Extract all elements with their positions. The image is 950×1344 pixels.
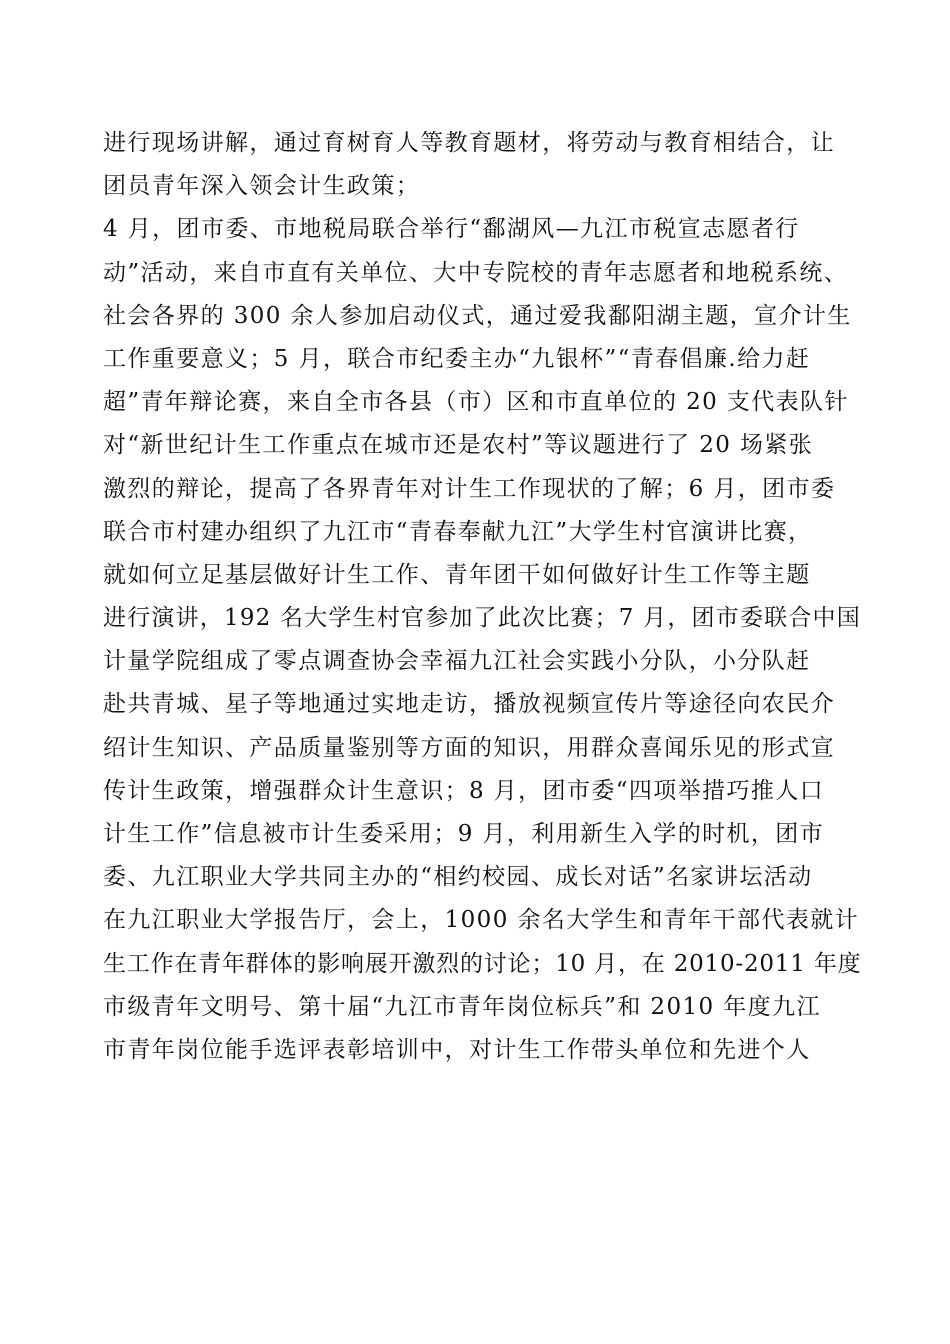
- text-line: 计量学院组成了零点调查协会幸福九江社会实践小分队，小分队赶: [103, 648, 811, 675]
- text-line: 进行演讲，192 名大学生村官参加了此次比赛；7 月，团市委联合中国: [103, 605, 861, 632]
- text-line: 绍计生知识、产品质量鉴别等方面的知识，用群众喜闻乐见的形式宣: [103, 734, 835, 761]
- text-line: 激烈的辩论，提高了各界青年对计生工作现状的了解；6 月，团市委: [103, 475, 836, 502]
- text-line: 就如何立足基层做好计生工作、青年团干如何做好计生工作等主题: [103, 561, 811, 588]
- text-line: 传计生政策，增强群众计生意识；8 月，团市委“四项举措巧推人口: [103, 777, 825, 804]
- body-text: [103, 122, 863, 1072]
- text-line: 在九江职业大学报告厅，会上，1000 余名大学生和青年干部代表就计: [103, 907, 860, 934]
- text-line: 社会各界的 300 余人参加启动仪式，通过爱我鄱阳湖主题，宣介计生: [103, 302, 852, 329]
- text-line: 进行现场讲解，通过育树育人等教育题材，将劳动与教育相结合，让: [103, 130, 835, 156]
- text-line: 市级青年文明号、第十届“九江市青年岗位标兵”和 2010 年度九江: [103, 993, 821, 1020]
- text-line: 委、九江职业大学共同主办的“相约校园、成长对话”名家讲坛活动: [103, 864, 813, 891]
- text-line: 计生工作”信息被市计生委采用；9 月，利用新生入学的时机，团市: [103, 821, 825, 847]
- text-line: 团员青年深入领会计生政策；: [103, 173, 421, 200]
- text-line: 动”活动，来自市直有关单位、大中专院校的青年志愿者和地税系统、: [103, 259, 849, 286]
- text-line: 对“新世纪计生工作重点在城市还是农村”等议题进行了 20 场紧张: [103, 432, 814, 459]
- text-line: 4 月，团市委、市地税局联合举行“鄱湖风—九江市税宣志愿者行: [103, 216, 800, 243]
- text-line: 超”青年辩论赛，来自全市各县（市）区和市直单位的 20 支代表队针: [103, 389, 849, 416]
- text-line: 生工作在青年群体的影响展开激烈的讨论；10 月，在 2010-2011 年度: [103, 950, 862, 977]
- text-line: 工作重要意义；5 月，联合市纪委主办“九银杯”“青春倡廉.给力赶: [103, 345, 811, 372]
- text-line: 市青年岗位能手选评表彰培训中，对计生工作带头单位和先进个人: [103, 1036, 811, 1063]
- text-line: 联合市村建办组织了九江市“青春奉献九江”大学生村官演讲比赛，: [103, 518, 813, 545]
- text-line: 赴共青城、星子等地通过实地走访，播放视频宣传片等途径向农民介: [103, 691, 835, 718]
